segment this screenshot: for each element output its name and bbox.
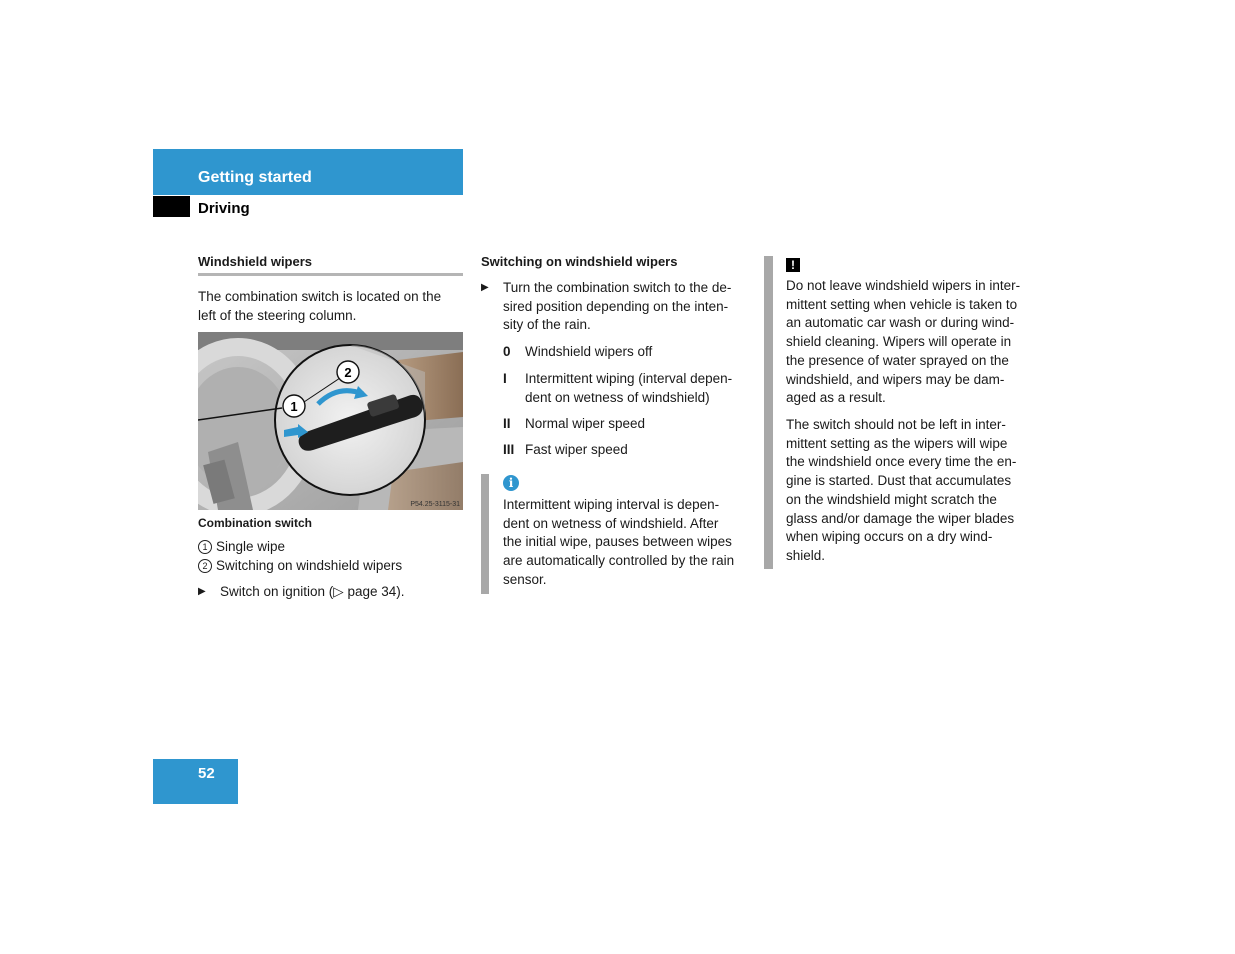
combination-switch-figure bbox=[198, 332, 463, 510]
step-turn-switch: ▶ Turn the combination switch to the de- sired position depending on the inten- sity of the rain. bbox=[481, 280, 732, 333]
section-title: Getting started bbox=[198, 169, 312, 186]
page-number-box bbox=[153, 759, 238, 804]
bullet-arrow-icon: ▶ bbox=[481, 282, 489, 293]
info-note-bar bbox=[481, 474, 489, 594]
info-note-text: Intermittent wiping interval is depen- dent on wetness of windshield. After the initial wipe, pauses between wipes are automatically controlled by the rain sensor. bbox=[503, 497, 735, 587]
legend-item: 1 Single wipe bbox=[198, 538, 402, 557]
position-item: 0 Windshield wipers off bbox=[503, 344, 653, 359]
step-switch-on-ignition: ▶ Switch on ignition (▷ page 34). bbox=[198, 583, 458, 602]
page-number: 52 bbox=[198, 765, 215, 782]
subsection-title: Driving bbox=[198, 200, 250, 217]
heading-windshield-wipers: Windshield wipers bbox=[198, 254, 313, 269]
callout-2: 2 bbox=[344, 365, 352, 380]
heading-switching-on: Switching on windshield wipers bbox=[481, 254, 678, 269]
legend-number: 1 bbox=[198, 540, 212, 554]
position-item: I Intermittent wiping (interval depen- dent on wetness of windshield) bbox=[503, 371, 733, 405]
combination-switch-illustration bbox=[198, 332, 463, 510]
warning-icon: ! bbox=[786, 256, 800, 274]
warning-note-bar bbox=[764, 256, 773, 569]
subsection-marker bbox=[153, 196, 190, 217]
legend-number: 2 bbox=[198, 559, 212, 573]
position-item: III Fast wiper speed bbox=[503, 442, 628, 457]
warning-paragraph-1: Do not leave windshield wipers in inter- mittent setting when vehicle is taken to an automatic car wash or during wind- shield cleaning. Wipers will operate in the presence of water sprayed on the windshield, and wipers may be dam- aged as a result. bbox=[786, 278, 1021, 406]
warning-paragraph-2: The switch should not be left in inter- mittent setting as the wipers will wipe the windshield once every time the en- gine is started. Dust that accumulates on the windshield might scratch the glass and/or damage the wiper blades when wiping occurs on a dry wind- shield. bbox=[786, 417, 1017, 563]
intro-paragraph: The combination switch is located on the left of the steering column. bbox=[198, 289, 442, 323]
heading-rule bbox=[198, 273, 463, 276]
figure-caption: Combination switch bbox=[198, 516, 312, 530]
info-icon: i bbox=[503, 474, 519, 492]
position-item: II Normal wiper speed bbox=[503, 416, 646, 431]
legend-item: 2 Switching on windshield wipers bbox=[198, 557, 402, 576]
callout-1: 1 bbox=[290, 399, 298, 414]
figure-legend bbox=[198, 538, 402, 575]
figure-code: P54.25-3115-31 bbox=[410, 501, 460, 508]
bullet-arrow-icon: ▶ bbox=[198, 586, 206, 597]
